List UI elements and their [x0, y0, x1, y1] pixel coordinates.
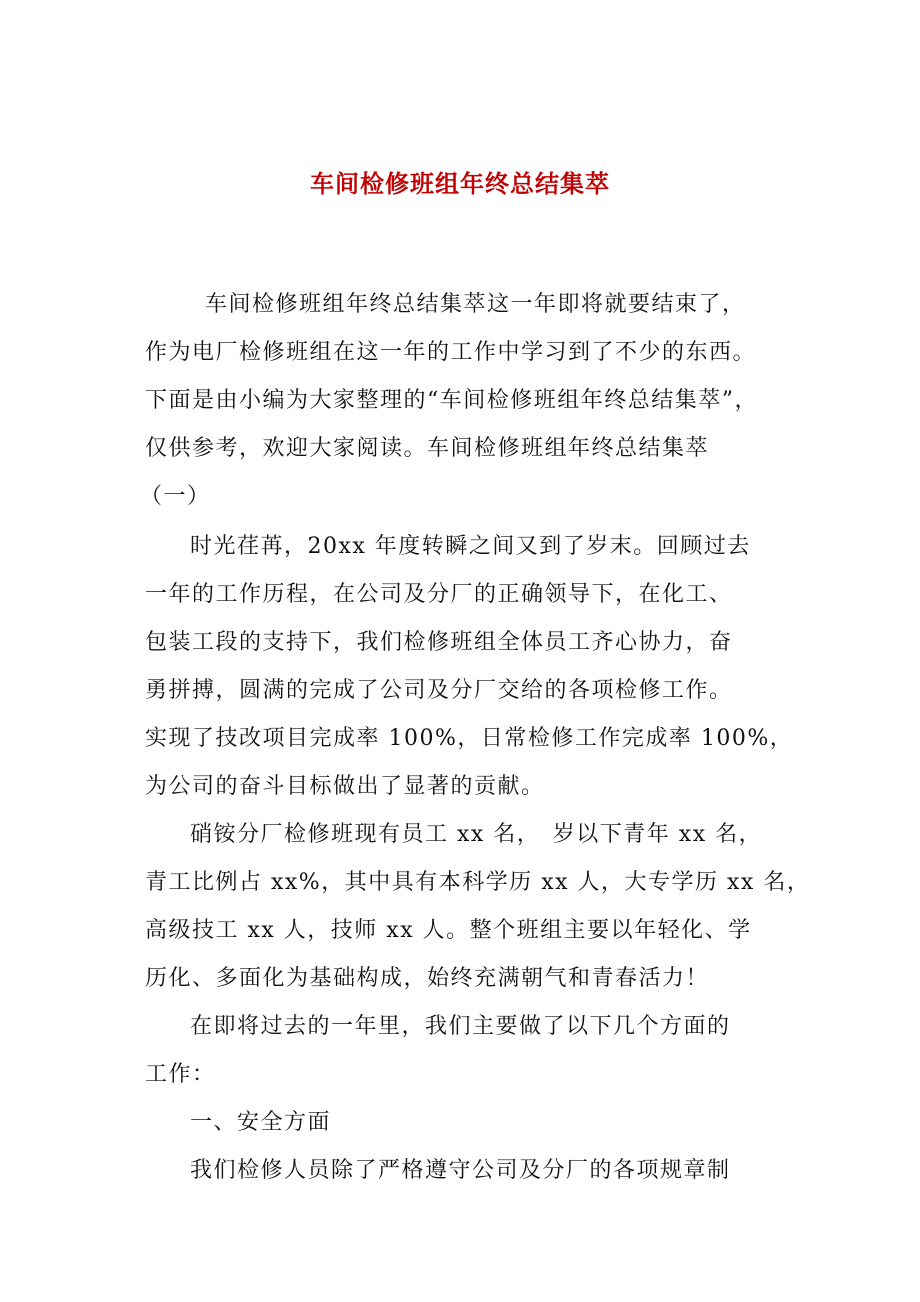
- text-line: 硝铵分厂检修班现有员工 xx 名， 岁以下青年 xx 名，: [190, 822, 763, 847]
- text-line: 时光荏苒，20xx 年度转瞬之间又到了岁末。回顾过去: [190, 534, 751, 559]
- text-line: 为公司的奋斗目标做出了显著的贡献。: [145, 774, 545, 799]
- text-line: 包装工段的支持下，我们检修班组全体员工齐心协力，奋: [145, 630, 733, 655]
- text-line: 工作：: [145, 1062, 216, 1087]
- text-line: 下面是由小编为大家整理的“车间检修班组年终总结集萃”，: [145, 388, 758, 413]
- text-line: 我们检修人员除了严格遵守公司及分厂的各项规章制: [190, 1158, 731, 1183]
- text-line: 作为电厂检修班组在这一年的工作中学习到了不少的东西。: [145, 340, 757, 365]
- text-line: 一年的工作历程，在公司及分厂的正确领导下，在化工、: [145, 582, 733, 607]
- text-line: 实现了技改项目完成率 100%，日常检修工作完成率 100%，: [145, 726, 794, 751]
- section-heading: 一、安全方面: [190, 1110, 332, 1135]
- text-line: （一）: [140, 484, 211, 509]
- text-line: 青工比例占 xx%，其中具有本科学历 xx 人，大专学历 xx 名，: [145, 870, 811, 895]
- text-line: 历化、多面化为基础构成，始终充满朝气和青春活力！: [145, 966, 710, 991]
- text-line: 车间检修班组年终总结集萃这一年即将就要结束了，: [205, 292, 746, 317]
- text-line: 勇拼搏，圆满的完成了公司及分厂交给的各项检修工作。: [145, 678, 733, 703]
- text-line: 仅供参考，欢迎大家阅读。车间检修班组年终总结集萃: [145, 436, 710, 461]
- document-title: 车间检修班组年终总结集萃: [310, 170, 610, 198]
- text-line: 在即将过去的一年里，我们主要做了以下几个方面的: [190, 1014, 731, 1039]
- text-line: 高级技工 xx 人，技师 xx 人。整个班组主要以年轻化、学: [145, 918, 752, 943]
